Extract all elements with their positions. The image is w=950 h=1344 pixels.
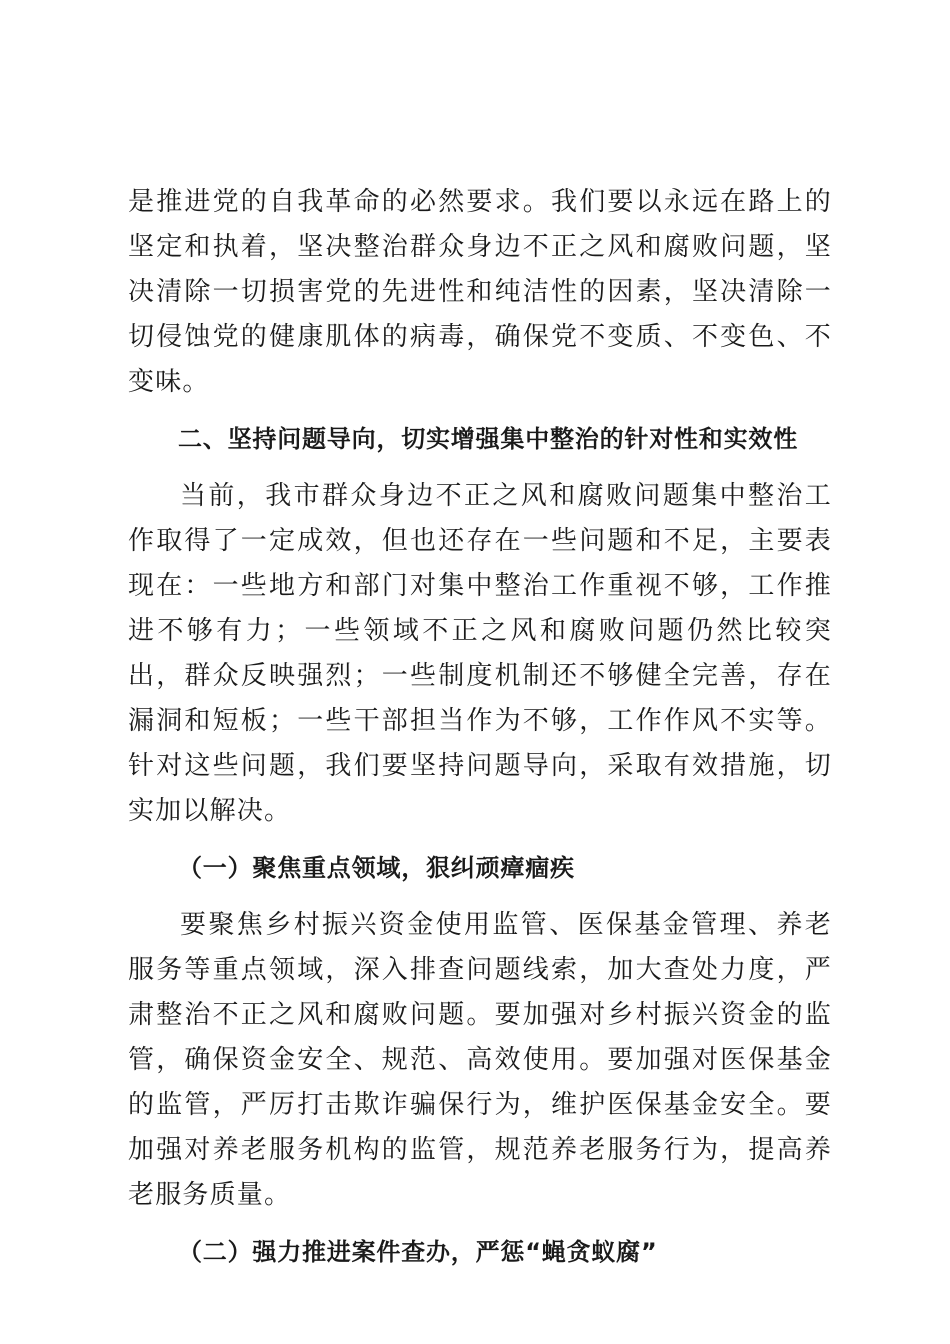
subsection-heading-1: （一）聚焦重点领域，狠纠顽瘴痼疾 — [178, 854, 575, 882]
body-paragraph-key-areas: 要聚焦乡村振兴资金使用监管、医保基金管理、养老服务等重点领域，深入排查问题线索，加大查处力度，严肃整治不正之风和腐败问题。要加强对乡村振兴资金的监管，确保资金安全、规范、高效使用。要加强对医保基金的监管，严厉打击欺诈骗保行为，维护医保基金安全。要加强对养老服务机构的监管，规范养老服务行为，提高养老服务质量。 — [128, 910, 832, 1210]
section-heading-2: 二、坚持问题导向，切实增强集中整治的针对性和实效性 — [178, 425, 798, 453]
body-paragraph-current-problems: 当前，我市群众身边不正之风和腐败问题集中整治工作取得了一定成效，但也还存在一些问题和不足，主要表现在：一些地方和部门对集中整治工作重视不够，工作推进不够有力；一些领域不正之风和腐败问题仍然比较突出，群众反映强烈；一些制度机制还不够健全完善，存在漏洞和短板；一些干部担当作为不够，工作作风不实等。针对这些问题，我们要坚持问题导向，采取有效措施，切实加以解决。 — [128, 481, 832, 826]
body-paragraph-continued: 是推进党的自我革命的必然要求。我们要以永远在路上的坚定和执着，坚决整治群众身边不正之风和腐败问题，坚决清除一切损害党的先进性和纯洁性的因素，坚决清除一切侵蚀党的健康肌体的病毒，确保党不变质、不变色、不变味。 — [128, 187, 832, 397]
subsection-heading-2: （二）强力推进案件查办，严惩“蝇贪蚁腐” — [178, 1238, 658, 1266]
document-body — [128, 180, 832, 1287]
